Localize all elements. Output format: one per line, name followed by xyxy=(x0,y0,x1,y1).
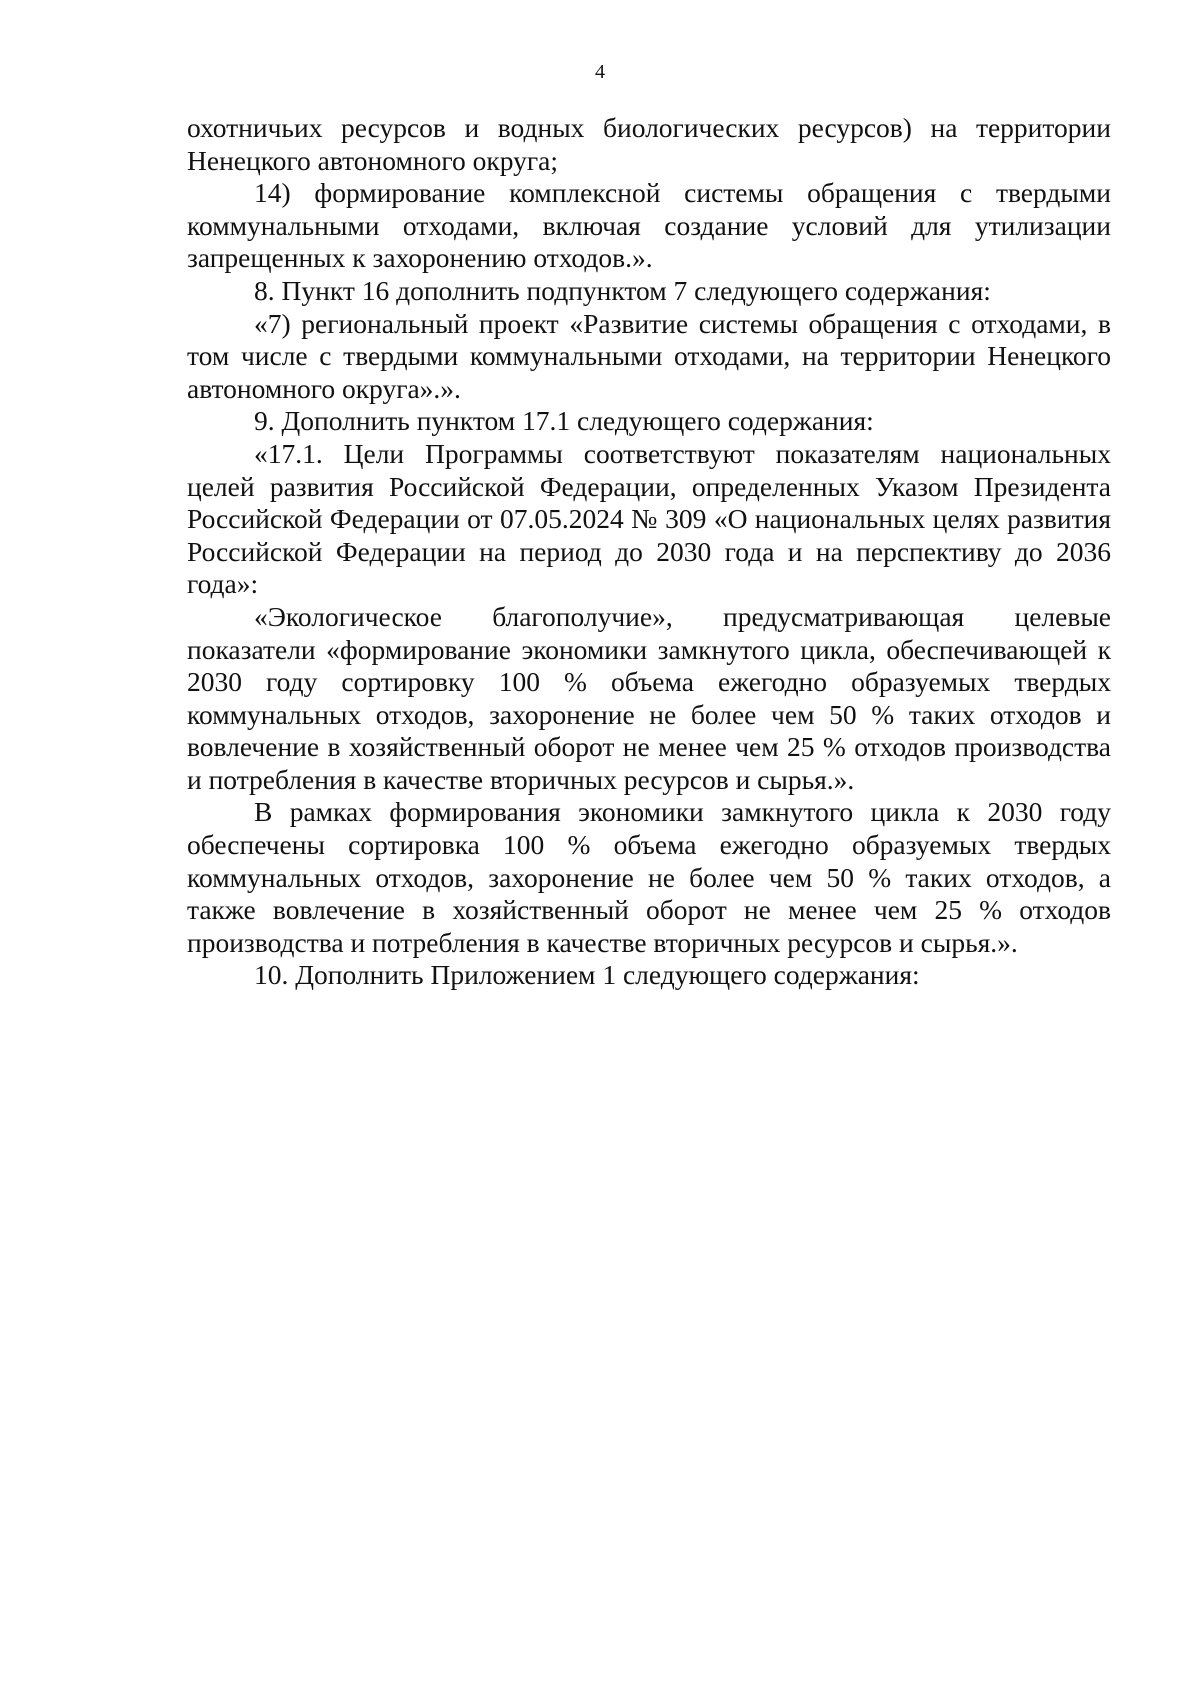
paragraph-point-8: 8. Пункт 16 дополнить подпунктом 7 следующего содержания: xyxy=(254,274,991,306)
paragraph-circular-economy: В рамках формирования экономики замкнутого цикла к 2030 году обеспечены сортировка 100 % объема ежегодно образуемых твердых коммунальных отходов, захоронение не более чем 50 % таких отходов, а также вовлечение в хозяйственный оборот не менее чем 25 % отходов производства и потребления в качестве вторичных ресурсов и сырья.». xyxy=(187,796,1111,958)
paragraph-point-9: 9. Дополнить пунктом 17.1 следующего содержания: xyxy=(254,405,874,437)
paragraph-ecological-wellbeing: «Экологическое благополучие», предусматривающая целевые показатели «формирование экономики замкнутого цикла, обеспечивающей к 2030 году сортировку 100 % объема ежегодно образуемых твердых коммунальных отходов, захоронение не более чем 50 % таких отходов и вовлечение в хозяйственный оборот не менее чем 25 % отходов производства и потребления в качестве вторичных ресурсов и сырья.». xyxy=(187,600,1111,795)
paragraph-continuation: охотничьих ресурсов и водных биологических ресурсов) на территории Ненецкого автономного округа; xyxy=(187,112,1111,176)
document-body xyxy=(187,112,1111,992)
paragraph-item-14: 14) формирование комплексной системы обращения с твердыми коммунальными отходами, включая создание условий для утилизации запрещенных к захоронению отходов.». xyxy=(187,177,1111,274)
paragraph-subitem-7: «7) региональный проект «Развитие системы обращения с отходами, в том числе с твердыми коммунальными отходами, на территории Ненецкого автономного округа».». xyxy=(187,307,1111,404)
page-number: 4 xyxy=(595,61,605,83)
paragraph-17-1: «17.1. Цели Программы соответствуют показателям национальных целей развития Российской Федерации, определенных Указом Президента Российской Федерации от 07.05.2024 № 309 «О национальных целях развития Российской Федерации на период до 2030 года и на перспективу до 2036 года»: xyxy=(187,437,1111,600)
paragraph-point-10: 10. Дополнить Приложением 1 следующего содержания: xyxy=(254,959,920,991)
